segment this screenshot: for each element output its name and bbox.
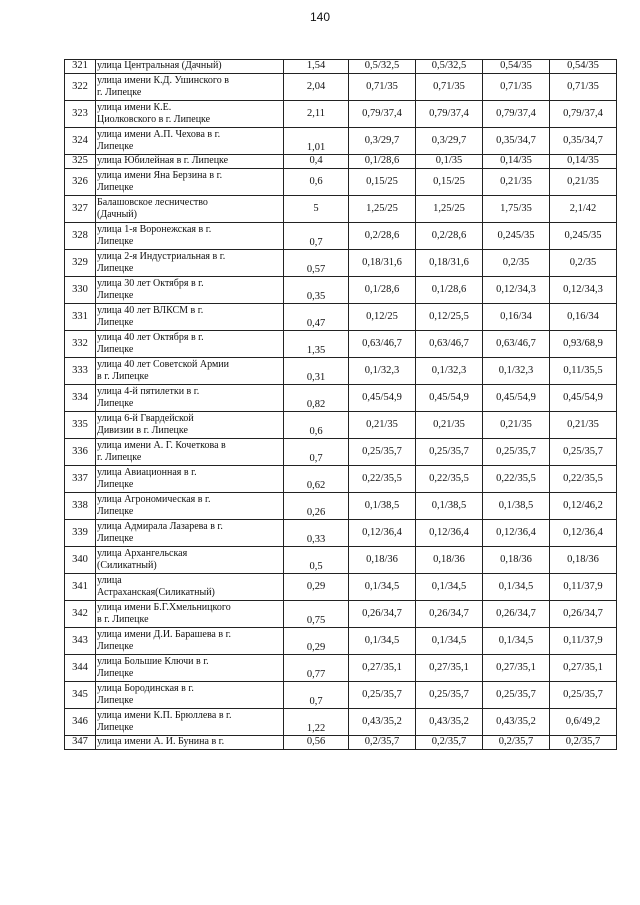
value-cell-1: 0,1/34,5 xyxy=(349,574,416,601)
value-cell-4: 0,54/35 xyxy=(550,60,617,74)
length-cell: 0,62 xyxy=(284,466,349,493)
value-cell-3: 0,43/35,2 xyxy=(483,709,550,736)
value-cell-2: 0,25/35,7 xyxy=(416,439,483,466)
table-row xyxy=(65,682,617,709)
value-cell-4: 0,12/36,4 xyxy=(550,520,617,547)
table-row xyxy=(65,439,617,466)
value-cell-2: 0,26/34,7 xyxy=(416,601,483,628)
table-row xyxy=(65,196,617,223)
value-cell-1: 0,1/34,5 xyxy=(349,628,416,655)
table-row xyxy=(65,304,617,331)
row-number-cell: 334 xyxy=(65,385,96,412)
length-cell: 0,75 xyxy=(284,601,349,628)
value-cell-3: 0,2/35,7 xyxy=(483,736,550,750)
streets-table xyxy=(64,59,617,750)
row-number-cell: 342 xyxy=(65,601,96,628)
table-row xyxy=(65,493,617,520)
value-cell-1: 0,1/28,6 xyxy=(349,277,416,304)
value-cell-1: 0,18/36 xyxy=(349,547,416,574)
value-cell-1: 0,12/36,4 xyxy=(349,520,416,547)
length-cell: 1,54 xyxy=(284,60,349,74)
value-cell-3: 0,245/35 xyxy=(483,223,550,250)
table-row xyxy=(65,385,617,412)
value-cell-4: 0,21/35 xyxy=(550,412,617,439)
row-number-cell: 346 xyxy=(65,709,96,736)
value-cell-2: 0,1/32,3 xyxy=(416,358,483,385)
street-name-cell: улица 40 лет Советской Армии в г. Липецке xyxy=(96,358,284,385)
street-name-cell: улица 40 лет ВЛКСМ в г. Липецке xyxy=(96,304,284,331)
street-name-cell: улица Адмирала Лазарева в г. Липецке xyxy=(96,520,284,547)
table-row xyxy=(65,709,617,736)
value-cell-1: 0,1/32,3 xyxy=(349,358,416,385)
table-row xyxy=(65,101,617,128)
street-name-cell: улица Юбилейная в г. Липецке xyxy=(96,155,284,169)
length-cell: 0,29 xyxy=(284,628,349,655)
value-cell-3: 0,1/32,3 xyxy=(483,358,550,385)
street-name-cell: улица Бородинская в г. Липецке xyxy=(96,682,284,709)
row-number-cell: 329 xyxy=(65,250,96,277)
value-cell-4: 0,245/35 xyxy=(550,223,617,250)
value-cell-3: 0,12/34,3 xyxy=(483,277,550,304)
street-name-cell: улица имени Яна Берзина в г. Липецке xyxy=(96,169,284,196)
row-number-cell: 336 xyxy=(65,439,96,466)
value-cell-3: 0,16/34 xyxy=(483,304,550,331)
length-cell: 0,7 xyxy=(284,223,349,250)
value-cell-2: 0,1/35 xyxy=(416,155,483,169)
street-name-cell: улица имени А. Г. Кочеткова в г. Липецке xyxy=(96,439,284,466)
street-name-cell: Балашовское лесничество (Дачный) xyxy=(96,196,284,223)
table-row xyxy=(65,736,617,750)
row-number-cell: 328 xyxy=(65,223,96,250)
street-name-cell: улица Агрономическая в г. Липецке xyxy=(96,493,284,520)
value-cell-2: 1,25/25 xyxy=(416,196,483,223)
value-cell-3: 0,1/34,5 xyxy=(483,628,550,655)
value-cell-1: 0,71/35 xyxy=(349,74,416,101)
value-cell-4: 0,35/34,7 xyxy=(550,128,617,155)
value-cell-2: 0,1/28,6 xyxy=(416,277,483,304)
street-name-cell: улица имени К.П. Брюллева в г. Липецке xyxy=(96,709,284,736)
table-row xyxy=(65,74,617,101)
value-cell-3: 0,12/36,4 xyxy=(483,520,550,547)
street-name-cell: улица Астраханская(Силикатный) xyxy=(96,574,284,601)
row-number-cell: 341 xyxy=(65,574,96,601)
value-cell-1: 0,63/46,7 xyxy=(349,331,416,358)
length-cell: 0,57 xyxy=(284,250,349,277)
value-cell-4: 0,27/35,1 xyxy=(550,655,617,682)
length-cell: 0,29 xyxy=(284,574,349,601)
value-cell-1: 0,2/35,7 xyxy=(349,736,416,750)
row-number-cell: 339 xyxy=(65,520,96,547)
value-cell-4: 0,12/46,2 xyxy=(550,493,617,520)
table-row xyxy=(65,574,617,601)
value-cell-4: 0,16/34 xyxy=(550,304,617,331)
length-cell: 0,47 xyxy=(284,304,349,331)
length-cell: 0,26 xyxy=(284,493,349,520)
row-number-cell: 332 xyxy=(65,331,96,358)
street-name-cell: улица 30 лет Октября в г. Липецке xyxy=(96,277,284,304)
value-cell-2: 0,5/32,5 xyxy=(416,60,483,74)
value-cell-2: 0,15/25 xyxy=(416,169,483,196)
value-cell-4: 0,12/34,3 xyxy=(550,277,617,304)
row-number-cell: 323 xyxy=(65,101,96,128)
value-cell-4: 0,26/34,7 xyxy=(550,601,617,628)
table-row xyxy=(65,223,617,250)
value-cell-4: 0,45/54,9 xyxy=(550,385,617,412)
value-cell-3: 0,35/34,7 xyxy=(483,128,550,155)
value-cell-3: 0,14/35 xyxy=(483,155,550,169)
street-name-cell: улица имени Б.Г.Хмельницкого в г. Липецке xyxy=(96,601,284,628)
value-cell-1: 0,2/28,6 xyxy=(349,223,416,250)
value-cell-2: 0,45/54,9 xyxy=(416,385,483,412)
row-number-cell: 340 xyxy=(65,547,96,574)
length-cell: 2,04 xyxy=(284,74,349,101)
value-cell-2: 0,18/31,6 xyxy=(416,250,483,277)
street-name-cell: улица Большие Ключи в г. Липецке xyxy=(96,655,284,682)
table-row xyxy=(65,628,617,655)
value-cell-2: 0,63/46,7 xyxy=(416,331,483,358)
value-cell-2: 0,79/37,4 xyxy=(416,101,483,128)
value-cell-3: 0,1/34,5 xyxy=(483,574,550,601)
row-number-cell: 325 xyxy=(65,155,96,169)
length-cell: 0,33 xyxy=(284,520,349,547)
street-name-cell: улица 2-я Индустриальная в г. Липецке xyxy=(96,250,284,277)
value-cell-1: 0,45/54,9 xyxy=(349,385,416,412)
street-name-cell: улица имени Д.И. Барашева в г. Липецке xyxy=(96,628,284,655)
row-number-cell: 326 xyxy=(65,169,96,196)
table-body xyxy=(65,60,617,750)
value-cell-3: 0,54/35 xyxy=(483,60,550,74)
street-name-cell: улица имени А.П. Чехова в г. Липецке xyxy=(96,128,284,155)
value-cell-1: 0,21/35 xyxy=(349,412,416,439)
value-cell-2: 0,1/38,5 xyxy=(416,493,483,520)
value-cell-4: 0,79/37,4 xyxy=(550,101,617,128)
street-name-cell: улица имени К.Д. Ушинского в г. Липецке xyxy=(96,74,284,101)
value-cell-3: 0,22/35,5 xyxy=(483,466,550,493)
value-cell-2: 0,12/25,5 xyxy=(416,304,483,331)
row-number-cell: 338 xyxy=(65,493,96,520)
length-cell: 0,77 xyxy=(284,655,349,682)
value-cell-1: 0,25/35,7 xyxy=(349,682,416,709)
length-cell: 0,4 xyxy=(284,155,349,169)
table-row xyxy=(65,358,617,385)
value-cell-4: 0,11/37,9 xyxy=(550,628,617,655)
row-number-cell: 324 xyxy=(65,128,96,155)
street-name-cell: улица Архангельская (Силикатный) xyxy=(96,547,284,574)
row-number-cell: 322 xyxy=(65,74,96,101)
table-row xyxy=(65,547,617,574)
value-cell-4: 0,71/35 xyxy=(550,74,617,101)
street-name-cell: улица Центральная (Дачный) xyxy=(96,60,284,74)
table-row xyxy=(65,128,617,155)
value-cell-2: 0,21/35 xyxy=(416,412,483,439)
value-cell-3: 0,21/35 xyxy=(483,412,550,439)
length-cell: 1,35 xyxy=(284,331,349,358)
value-cell-3: 0,63/46,7 xyxy=(483,331,550,358)
value-cell-2: 0,2/35,7 xyxy=(416,736,483,750)
street-name-cell: улица 6-й Гвардейской Дивизии в г. Липецке xyxy=(96,412,284,439)
table-row xyxy=(65,277,617,304)
value-cell-3: 0,27/35,1 xyxy=(483,655,550,682)
table-row xyxy=(65,169,617,196)
value-cell-2: 0,3/29,7 xyxy=(416,128,483,155)
street-name-cell: улица 40 лет Октября в г. Липецке xyxy=(96,331,284,358)
value-cell-1: 0,26/34,7 xyxy=(349,601,416,628)
value-cell-1: 0,15/25 xyxy=(349,169,416,196)
row-number-cell: 344 xyxy=(65,655,96,682)
value-cell-2: 0,27/35,1 xyxy=(416,655,483,682)
value-cell-2: 0,1/34,5 xyxy=(416,628,483,655)
value-cell-3: 1,75/35 xyxy=(483,196,550,223)
value-cell-1: 0,22/35,5 xyxy=(349,466,416,493)
value-cell-1: 0,1/38,5 xyxy=(349,493,416,520)
value-cell-4: 0,2/35,7 xyxy=(550,736,617,750)
row-number-cell: 330 xyxy=(65,277,96,304)
row-number-cell: 321 xyxy=(65,60,96,74)
table-row xyxy=(65,655,617,682)
value-cell-4: 0,21/35 xyxy=(550,169,617,196)
table-row xyxy=(65,466,617,493)
street-name-cell: улица имени А. И. Бунина в г. xyxy=(96,736,284,750)
length-cell: 0,6 xyxy=(284,412,349,439)
length-cell: 1,01 xyxy=(284,128,349,155)
value-cell-3: 0,26/34,7 xyxy=(483,601,550,628)
table-row xyxy=(65,520,617,547)
value-cell-4: 0,11/37,9 xyxy=(550,574,617,601)
length-cell: 0,31 xyxy=(284,358,349,385)
value-cell-1: 0,5/32,5 xyxy=(349,60,416,74)
value-cell-1: 0,25/35,7 xyxy=(349,439,416,466)
length-cell: 5 xyxy=(284,196,349,223)
value-cell-2: 0,2/28,6 xyxy=(416,223,483,250)
value-cell-4: 0,25/35,7 xyxy=(550,682,617,709)
value-cell-4: 0,25/35,7 xyxy=(550,439,617,466)
value-cell-2: 0,18/36 xyxy=(416,547,483,574)
value-cell-1: 1,25/25 xyxy=(349,196,416,223)
value-cell-1: 0,3/29,7 xyxy=(349,128,416,155)
value-cell-3: 0,21/35 xyxy=(483,169,550,196)
value-cell-3: 0,18/36 xyxy=(483,547,550,574)
length-cell: 0,35 xyxy=(284,277,349,304)
row-number-cell: 335 xyxy=(65,412,96,439)
length-cell: 1,22 xyxy=(284,709,349,736)
row-number-cell: 347 xyxy=(65,736,96,750)
street-name-cell: улица 1-я Воронежская в г. Липецке xyxy=(96,223,284,250)
length-cell: 0,5 xyxy=(284,547,349,574)
table-row xyxy=(65,155,617,169)
value-cell-1: 0,18/31,6 xyxy=(349,250,416,277)
row-number-cell: 327 xyxy=(65,196,96,223)
row-number-cell: 331 xyxy=(65,304,96,331)
street-name-cell: улица 4-й пятилетки в г. Липецке xyxy=(96,385,284,412)
value-cell-1: 0,27/35,1 xyxy=(349,655,416,682)
value-cell-4: 0,2/35 xyxy=(550,250,617,277)
value-cell-2: 0,12/36,4 xyxy=(416,520,483,547)
length-cell: 0,82 xyxy=(284,385,349,412)
row-number-cell: 333 xyxy=(65,358,96,385)
table-row xyxy=(65,250,617,277)
length-cell: 0,7 xyxy=(284,682,349,709)
page-number: 140 xyxy=(309,10,331,24)
value-cell-1: 0,1/28,6 xyxy=(349,155,416,169)
table-row xyxy=(65,331,617,358)
value-cell-1: 0,43/35,2 xyxy=(349,709,416,736)
value-cell-4: 0,11/35,5 xyxy=(550,358,617,385)
length-cell: 0,6 xyxy=(284,169,349,196)
value-cell-3: 0,1/38,5 xyxy=(483,493,550,520)
table-row xyxy=(65,60,617,74)
value-cell-2: 0,25/35,7 xyxy=(416,682,483,709)
value-cell-4: 2,1/42 xyxy=(550,196,617,223)
value-cell-4: 0,6/49,2 xyxy=(550,709,617,736)
value-cell-4: 0,93/68,9 xyxy=(550,331,617,358)
street-name-cell: улица Авиационная в г. Липецке xyxy=(96,466,284,493)
value-cell-1: 0,79/37,4 xyxy=(349,101,416,128)
table-row xyxy=(65,601,617,628)
value-cell-4: 0,22/35,5 xyxy=(550,466,617,493)
value-cell-2: 0,22/35,5 xyxy=(416,466,483,493)
row-number-cell: 345 xyxy=(65,682,96,709)
value-cell-4: 0,14/35 xyxy=(550,155,617,169)
row-number-cell: 337 xyxy=(65,466,96,493)
value-cell-3: 0,25/35,7 xyxy=(483,682,550,709)
value-cell-2: 0,1/34,5 xyxy=(416,574,483,601)
value-cell-3: 0,25/35,7 xyxy=(483,439,550,466)
value-cell-3: 0,79/37,4 xyxy=(483,101,550,128)
value-cell-1: 0,12/25 xyxy=(349,304,416,331)
value-cell-2: 0,71/35 xyxy=(416,74,483,101)
value-cell-3: 0,2/35 xyxy=(483,250,550,277)
value-cell-3: 0,71/35 xyxy=(483,74,550,101)
row-number-cell: 343 xyxy=(65,628,96,655)
street-name-cell: улица имени К.Е. Циолковского в г. Липецке xyxy=(96,101,284,128)
table-row xyxy=(65,412,617,439)
length-cell: 0,56 xyxy=(284,736,349,750)
value-cell-2: 0,43/35,2 xyxy=(416,709,483,736)
value-cell-3: 0,45/54,9 xyxy=(483,385,550,412)
value-cell-4: 0,18/36 xyxy=(550,547,617,574)
length-cell: 0,7 xyxy=(284,439,349,466)
length-cell: 2,11 xyxy=(284,101,349,128)
